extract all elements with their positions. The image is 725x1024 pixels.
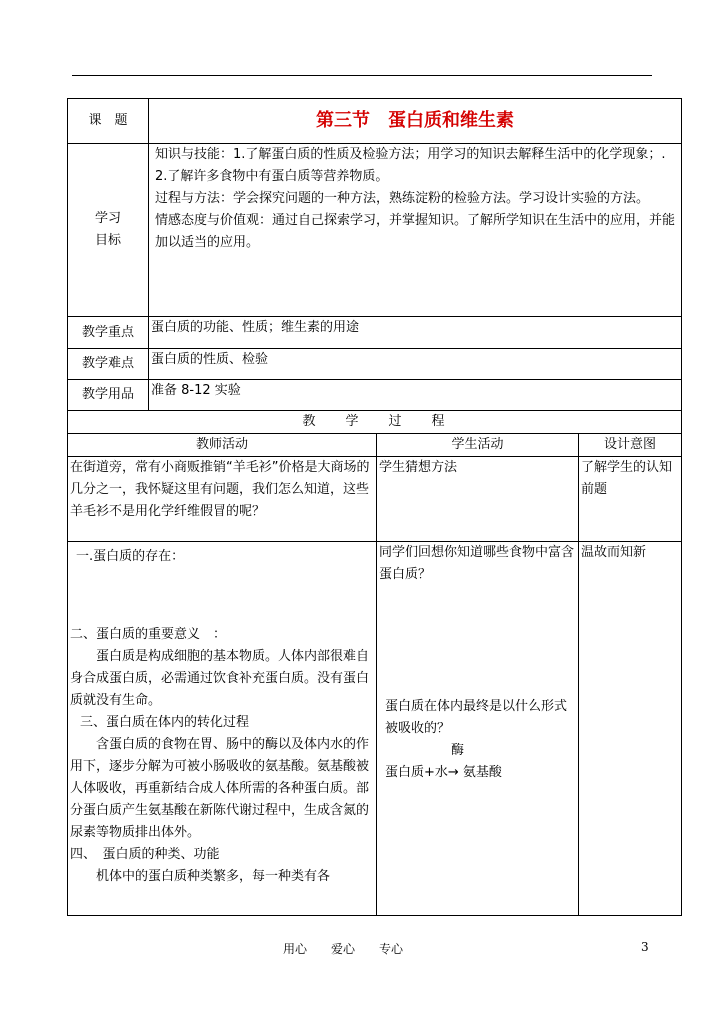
- row1-intent: 了解学生的认知前题: [579, 457, 682, 542]
- materials-label: 教学用品: [68, 380, 149, 411]
- objective-item: 情感态度与价值观：通过自己探索学习，并掌握知识。了解所学知识在生活中的应用，并能加以适当的应用。: [155, 213, 676, 250]
- difficulties-label: 教学难点: [68, 349, 149, 380]
- col-teacher-header: 教师活动: [68, 434, 377, 457]
- row2-intent: 温故而知新: [579, 542, 682, 916]
- section-conversion: 三、蛋白质在体内的转化过程: [80, 715, 250, 730]
- column-header-row: [68, 434, 682, 457]
- reaction-equation: 蛋白质+水→ 氨基酸: [385, 765, 502, 780]
- row2-teacher: [68, 542, 377, 916]
- page-number: 3: [641, 940, 649, 954]
- objectives-label-line-2: 目标: [94, 233, 121, 248]
- col-student-header: 学生活动: [377, 434, 579, 457]
- process-row-2: [68, 542, 682, 916]
- student-question-absorption: 蛋白质在体内最终是以什么形式被吸收的？: [385, 699, 568, 736]
- objective-item: 2.了解许多食物中有蛋白质等营养物质。: [155, 169, 389, 184]
- difficulties-value: 蛋白质的性质、检验: [149, 349, 682, 380]
- key-points-row: [68, 317, 682, 349]
- section-existence: 一.蛋白质的存在：: [76, 549, 185, 564]
- materials-row: [68, 380, 682, 411]
- section-importance-body: 蛋白质是构成细胞的基本物质。人体内部很难自身合成蛋白质，必需通过饮食补充蛋白质。没有蛋白质就没有生命。: [70, 649, 370, 708]
- objective-item: 过程与方法：学会探究问题的一种方法，熟练淀粉的检验方法。学习设计实验的方法。: [155, 191, 650, 206]
- section-conversion-body: 含蛋白质的食物在胃、肠中的酶以及体内水的作用下，逐步分解为可被小肠吸收的氨基酸。氨基酸被人体吸收，再重新结合成人体所需的各种蛋白质。部分蛋白质产生氨基酸在新陈代谢过程中，生成含氮的尿素等物质排出体外。: [70, 737, 370, 840]
- section-types: 四、 蛋白质的种类、功能: [70, 847, 220, 862]
- key-points-label: 教学重点: [68, 317, 149, 349]
- topic-row: [68, 99, 682, 144]
- enzyme-label: 酶: [451, 743, 465, 758]
- lesson-plan-table: [67, 98, 682, 916]
- student-question-foods: 同学们回想你知道哪些食物中富含蛋白质？: [379, 545, 575, 582]
- row1-student: 学生猜想方法: [377, 457, 579, 542]
- topic-label: 课 题: [68, 99, 149, 144]
- footer-motto: 用心 爱心 专心: [283, 942, 404, 956]
- objectives-row: [68, 144, 682, 317]
- objectives-label: [68, 144, 149, 317]
- process-header: 教学过程: [68, 411, 682, 434]
- col-intent-header: 设计意图: [579, 434, 682, 457]
- header-rule: [72, 75, 652, 76]
- process-row-1: [68, 457, 682, 542]
- process-header-row: [68, 411, 682, 434]
- materials-value: 准备 8-12 实验: [149, 380, 682, 411]
- key-points-value: 蛋白质的功能、性质；维生素的用途: [149, 317, 682, 349]
- lesson-title: 第三节 蛋白质和维生素: [149, 99, 682, 144]
- objective-item: 知识与技能：1.了解蛋白质的性质及检验方法；用学习的知识去解释生活中的化学现象；.: [155, 147, 666, 162]
- objectives-label-line-1: 学习: [94, 211, 121, 226]
- objectives-content: [149, 144, 682, 317]
- section-types-body: 机体中的蛋白质种类繁多，每一种类有各: [96, 869, 331, 884]
- row1-teacher: 在街道旁，常有小商贩推销“羊毛衫”价格是大商场的几分之一，我怀疑这里有问题，我们怎么知道，这些羊毛衫不是用化学纤维假冒的呢？: [68, 457, 377, 542]
- section-importance: 二、蛋白质的重要意义 ：: [70, 627, 227, 642]
- difficulties-row: [68, 349, 682, 380]
- row2-student: [377, 542, 579, 916]
